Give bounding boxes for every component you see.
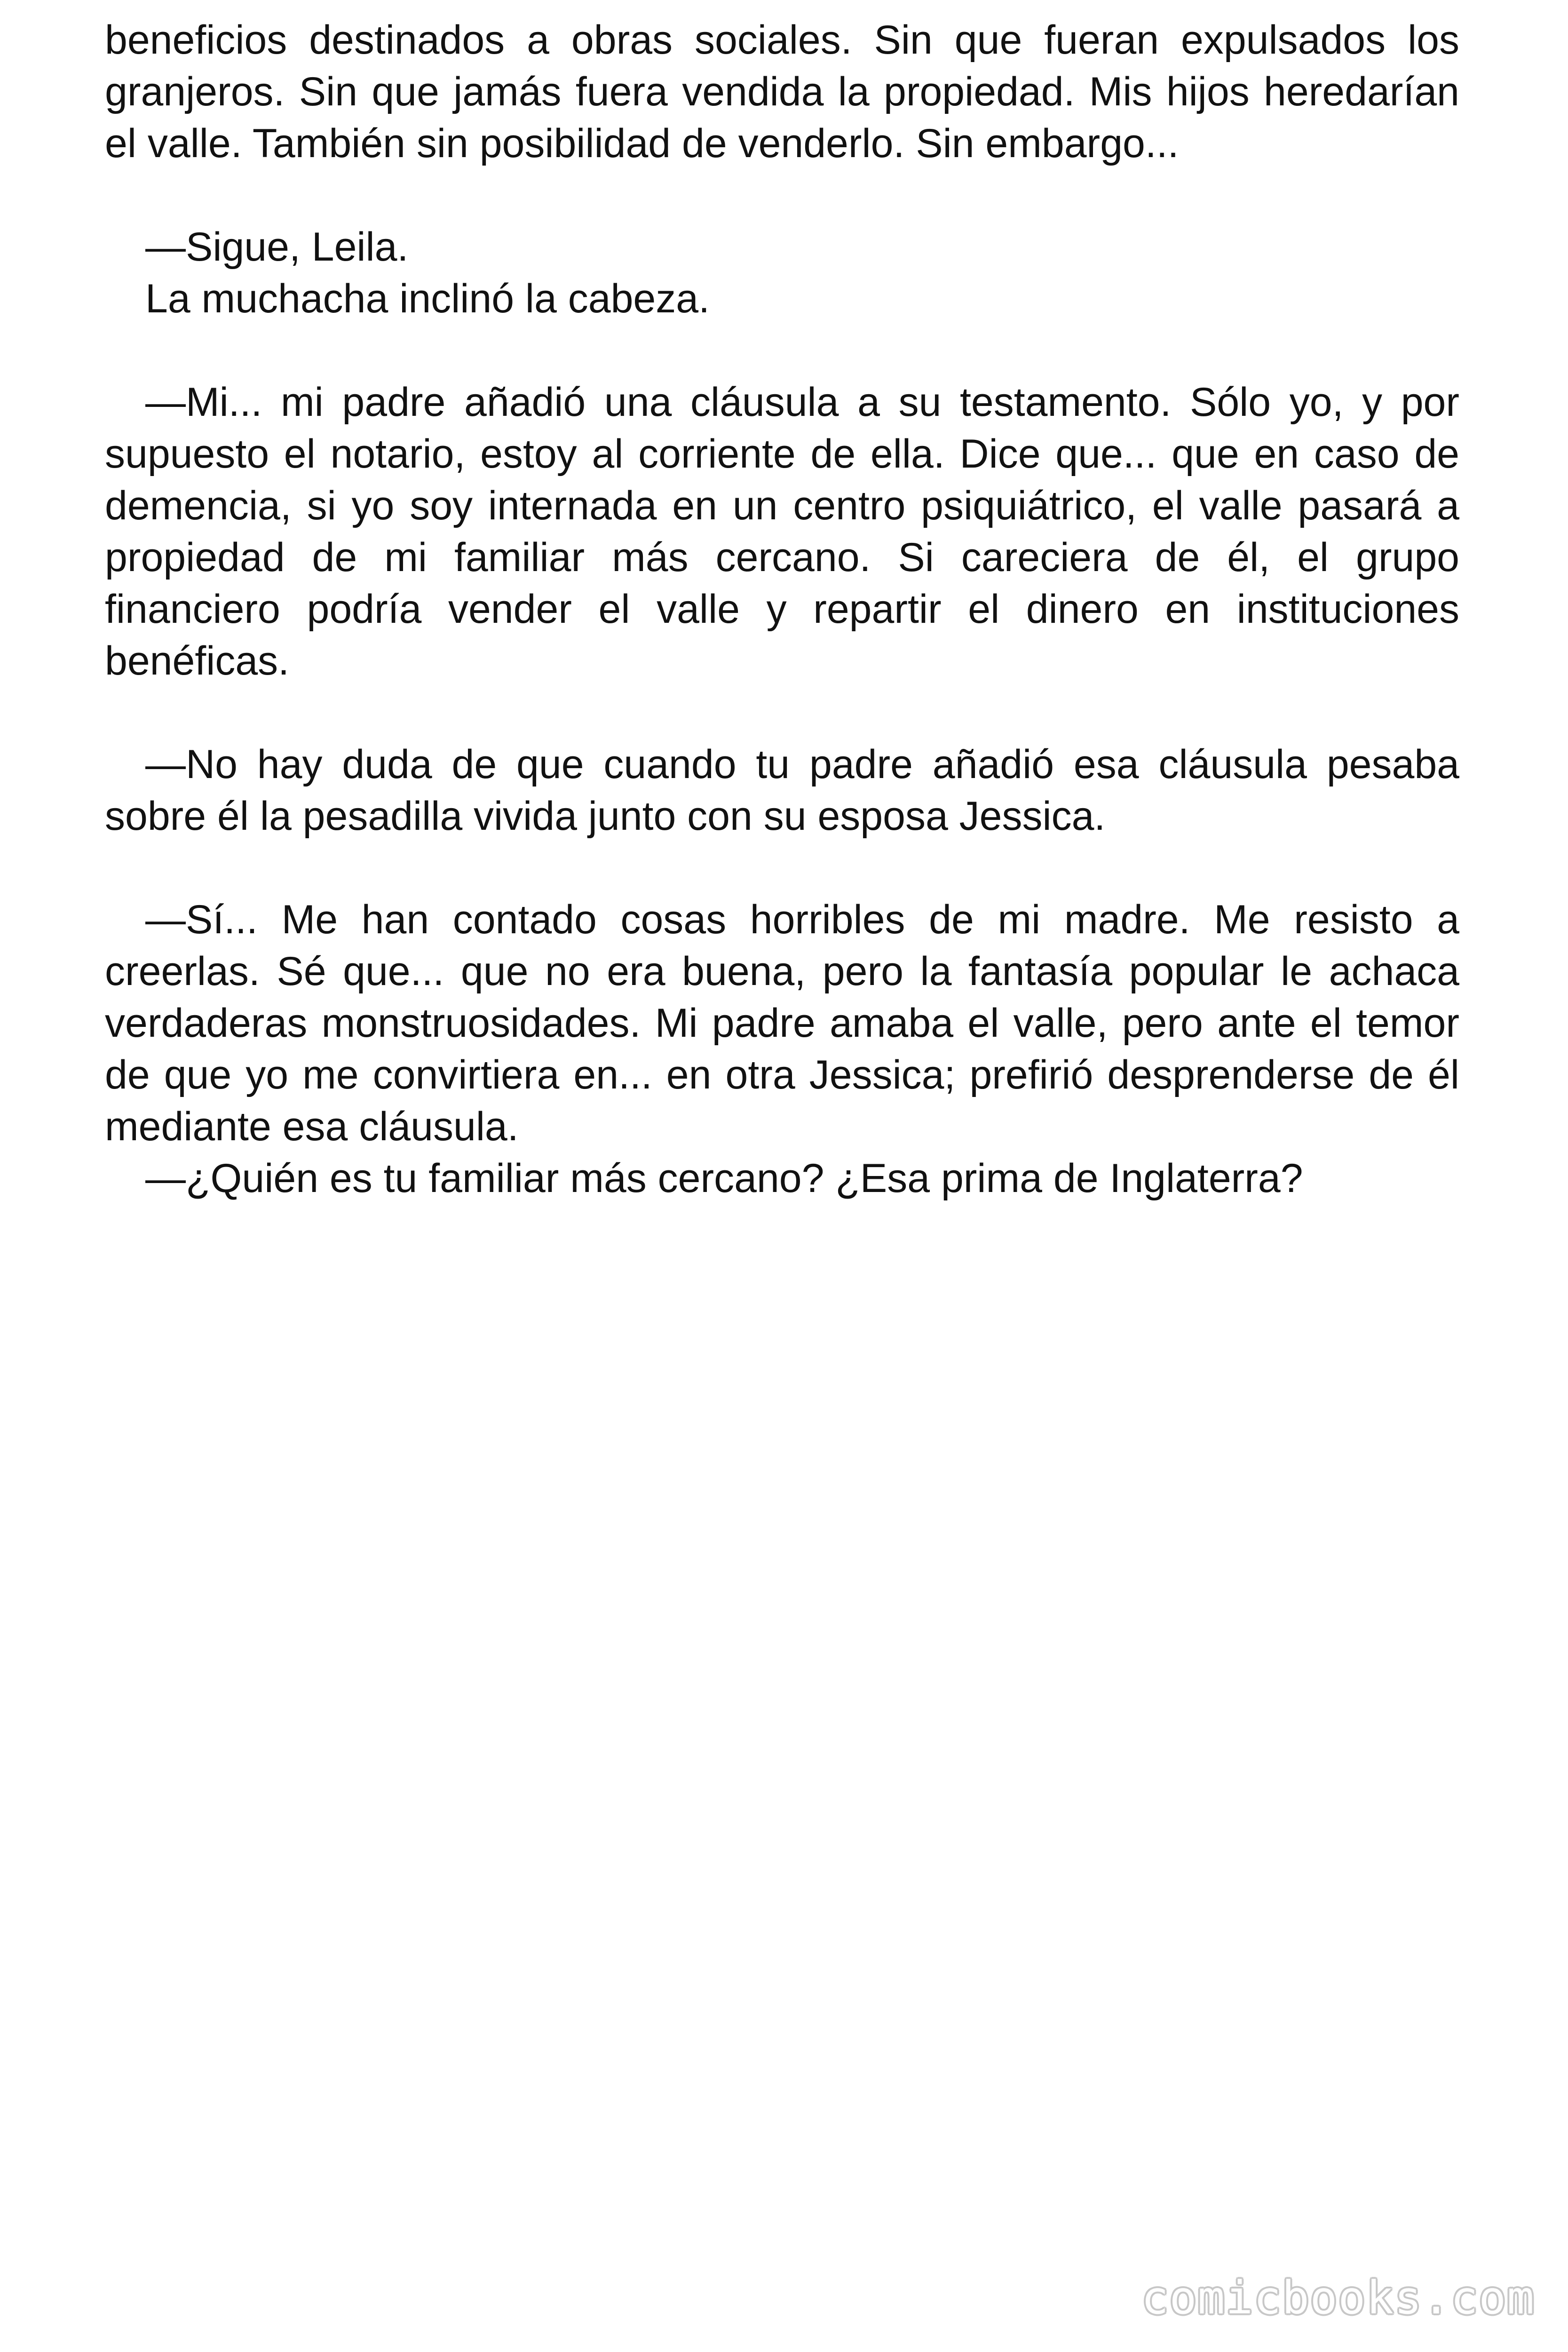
paragraph-dialogue-prima: —¿Quién es tu familiar más cercano? ¿Esa prima de Inglaterra?: [145, 1156, 1303, 1201]
paragraph-dialogue-madre: —Sí... Me han contado cosas horribles de mi madre. Me resisto a creerlas. Sé que... que no era buena, pero la fantasía popular le achaca verdaderas monstruosidades. Mi padre amaba el valle, pero ante el temor de que yo me convirtiera en... en otra Jessica; prefirió desprenderse de él mediante esa cláusula.: [105, 897, 1459, 1149]
paragraph-dialogue-sigue: —Sigue, Leila.: [145, 224, 409, 270]
paragraph-dialogue-clausula: —Mi... mi padre añadió una cláusula a su testamento. Sólo yo, y por supuesto el notario, estoy al corriente de ella. Dice que... que en caso de demencia, si yo soy internada en un centro psiquiátrico, el valle pasará a propiedad de mi familiar más cercano. Si careciera de él, el grupo financiero podría vender el valle y repartir el dinero en instituciones benéficas.: [105, 380, 1459, 683]
paragraph-narration-muchacha: La muchacha inclinó la cabeza.: [145, 276, 710, 321]
paragraph-dialogue-pesadilla: —No hay duda de que cuando tu padre añadió esa cláusula pesaba sobre él la pesadilla vivida junto con su esposa Jessica.: [105, 742, 1459, 839]
watermark-text: comicbooks.com: [1141, 2272, 1535, 2324]
document-page: [105, 14, 1459, 1204]
paragraph-continuation: beneficios destinados a obras sociales. Sin que fueran expulsados los granjeros. Sin que jamás fuera vendida la propiedad. Mis hijos heredarían el valle. También sin posibilidad de venderlo. Sin embargo...: [105, 17, 1459, 166]
